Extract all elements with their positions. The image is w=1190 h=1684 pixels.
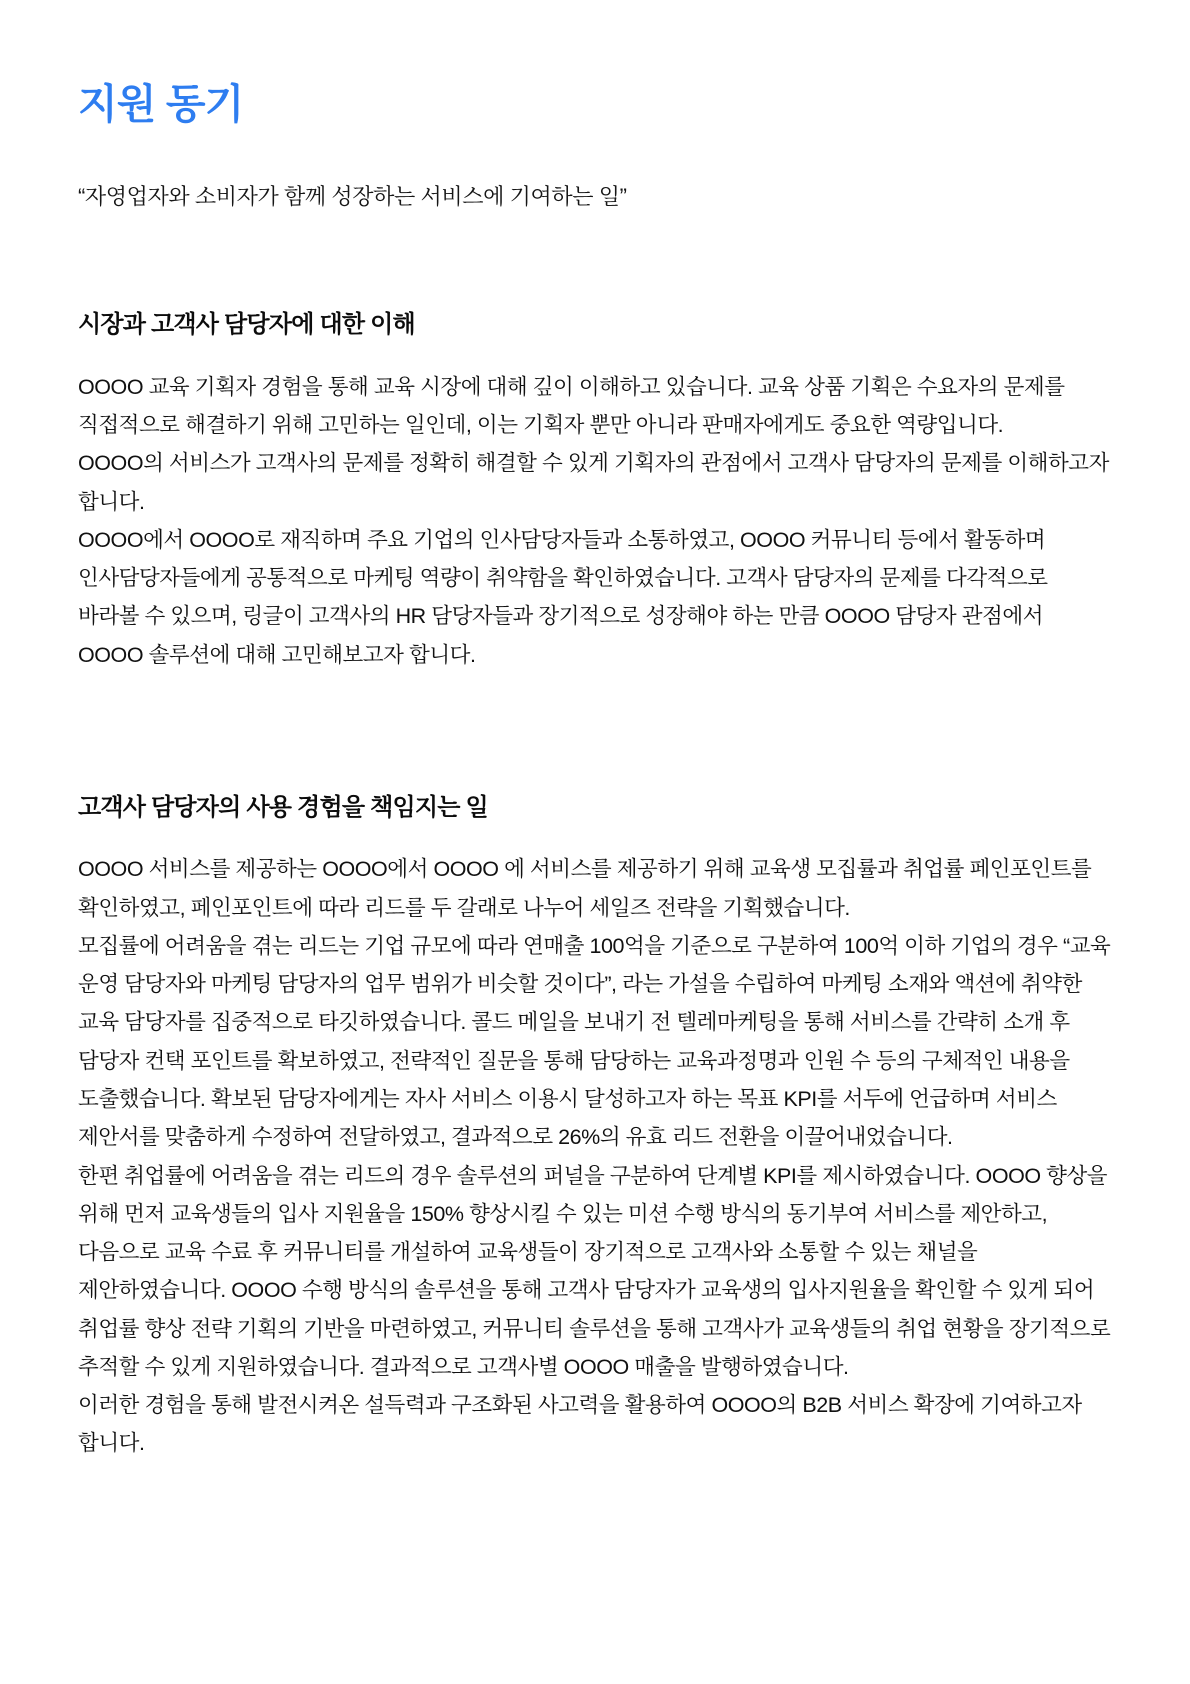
section-market-understanding bbox=[78, 309, 1112, 674]
paragraph: 한편 취업률에 어려움을 겪는 리드의 경우 솔루션의 퍼널을 구분하여 단계별 KPI를 제시하였습니다. OOOO 향상을 위해 먼저 교육생들의 입사 지원율을 150% 향상시킬 수 있는 미션 수행 방식의 동기부여 서비스를 제안하고, 다음으로 교육 수료 후 커뮤니티를 개설하여 교육생들이 장기적으로 고객사와 소통할 수 있는 채널을 제안하였습니다. OOOO 수행 방식의 솔루션을 통해 고객사 담당자가 교육생의 입사지원율을 확인할 수 있게 되어 취업률 향상 전략 기획의 기반을 마련하였고, 커뮤니티 솔루션을 통해 고객사가 교육생들의 취업 현황을 장기적으로 추적할 수 있게 지원하였습니다. 결과적으로 고객사별 OOOO 매출을 발행하였습니다. bbox=[78, 1163, 1111, 1379]
document-subtitle: “자영업자와 소비자가 함께 성장하는 서비스에 기여하는 일” bbox=[78, 184, 627, 210]
page-title: 지원 동기 bbox=[78, 81, 244, 127]
paragraph: OOOO에서 OOOO로 재직하며 주요 기업의 인사담당자들과 소통하였고, OOOO 커뮤니티 등에서 활동하며 인사담당자들에게 공통적으로 마케팅 역량이 취약함을 확인하였습니다. 고객사 담당자의 문제를 다각적으로 바라볼 수 있으며, 링글이 고객사의 HR 담당자들과 장기적으로 성장해야 하는 만큼 OOOO 담당자 관점에서 OOOO 솔루션에 대해 고민해보고자 합니다. bbox=[78, 527, 1048, 667]
section-heading-customer-experience: 고객사 담당자의 사용 경험을 책임지는 일 bbox=[78, 793, 488, 821]
paragraph: OOOO 서비스를 제공하는 OOOO에서 OOOO 에 서비스를 제공하기 위해 교육생 모집률과 취업률 페인포인트를 확인하였고, 페인포인트에 따라 리드를 두 갈래로 나누어 세일즈 전략을 기획했습니다. bbox=[78, 857, 1092, 920]
section-heading-market-understanding: 시장과 고객사 담당자에 대한 이해 bbox=[78, 311, 415, 339]
paragraph: OOOO 교육 기획자 경험을 통해 교육 시장에 대해 깊이 이해하고 있습니다. 교육 상품 기획은 수요자의 문제를 직접적으로 해결하기 위해 고민하는 일인데, 이는 기획자 뿐만 아니라 판매자에게도 중요한 역량입니다. bbox=[78, 374, 1065, 438]
section-customer-experience bbox=[78, 792, 1112, 1463]
paragraph: 모집률에 어려움을 겪는 리드는 기업 규모에 따라 연매출 100억을 기준으로 구분하여 100억 이하 기업의 경우 “교육 운영 담당자와 마케팅 담당자의 업무 범위가 비슷할 것이다”, 라는 가설을 수립하여 마케팅 소재와 액션에 취약한 교육 담당자를 집중적으로 타깃하였습니다. 콜드 메일을 보내기 전 텔레마케팅을 통해 서비스를 간략히 소개 후 담당자 컨택 포인트를 확보하였고, 전략적인 질문을 통해 담당하는 교육과정명과 인원 수 등의 구체적인 내용을 도출했습니다. 확보된 담당자에게는 자사 서비스 이용시 달성하고자 하는 목표 KPI를 서두에 언급하며 서비스 제안서를 맞춤하게 수정하여 전달하였고, 결과적으로 26%의 유효 리드 전환을 이끌어내었습니다. bbox=[78, 933, 1111, 1150]
closing-paragraph: 이러한 경험을 통해 발전시켜온 설득력과 구조화된 사고력을 활용하여 OOOO의 B2B 서비스 확장에 기여하고자 합니다. bbox=[78, 1393, 1082, 1456]
paragraph: OOOO의 서비스가 고객사의 문제를 정확히 해결할 수 있게 기획자의 관점에서 고객사 담당자의 문제를 이해하고자 합니다. bbox=[78, 451, 1109, 514]
